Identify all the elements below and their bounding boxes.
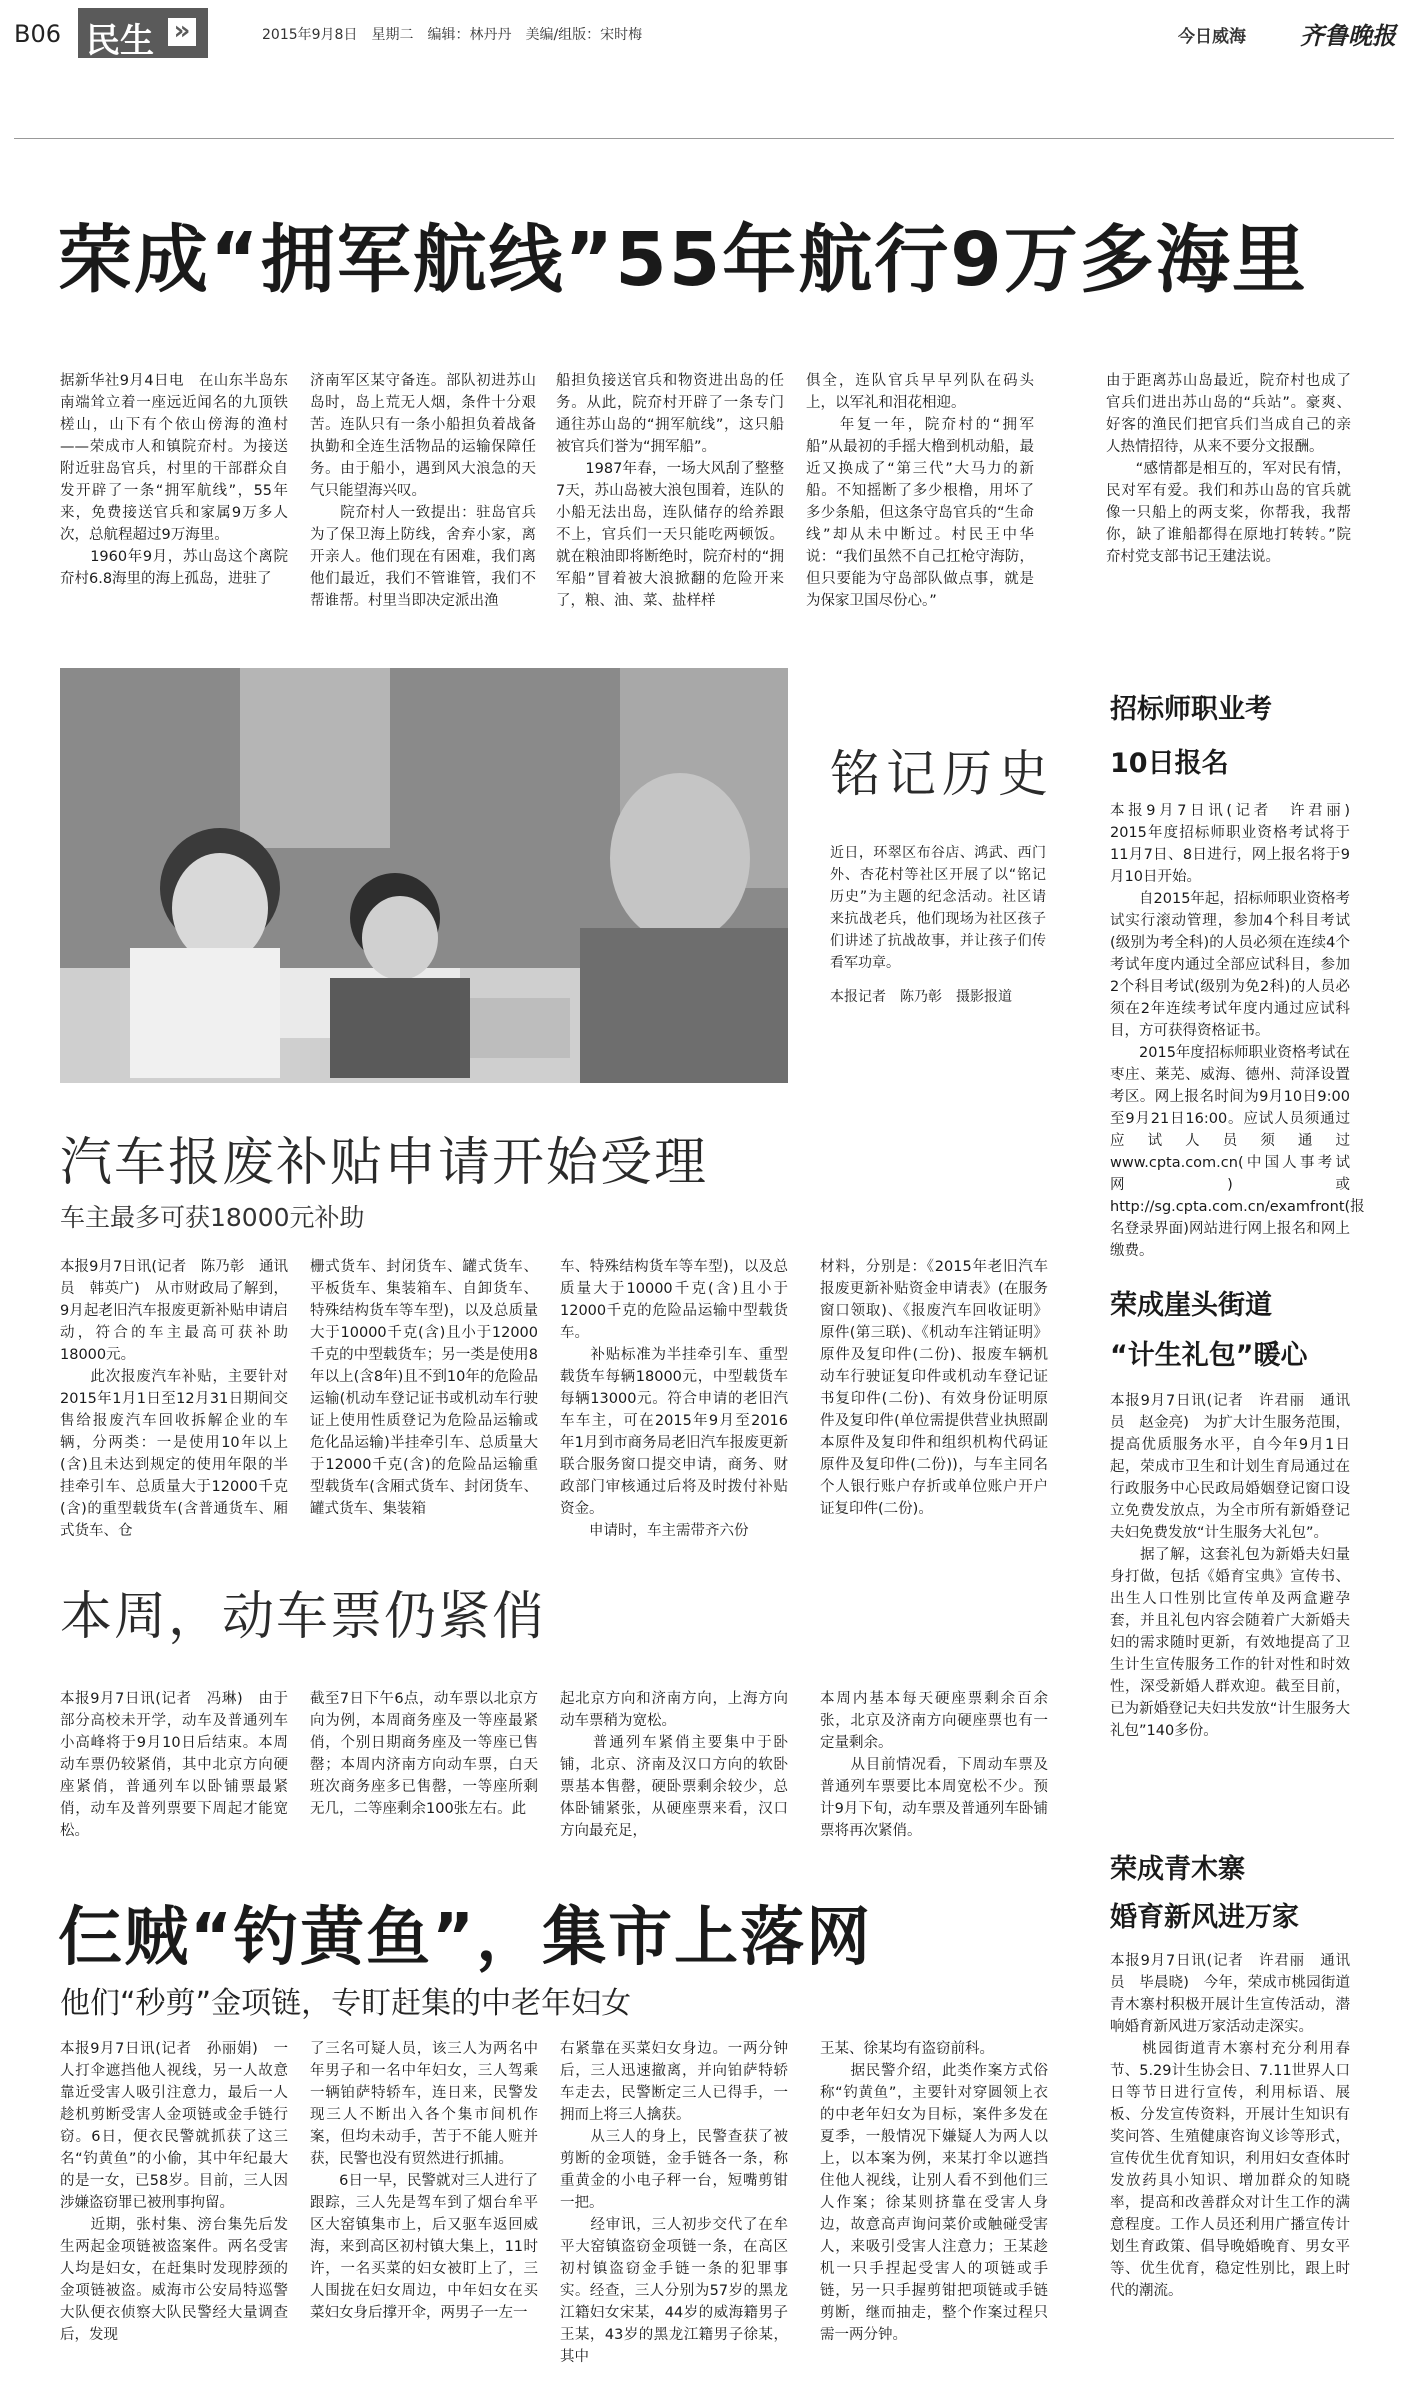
article-body-col: 本报9月7日讯(记者 冯琳) 由于部分高校未开学，动车及普通列车小高峰将于9月10日后结束。本周动车票仍较紧俏，其中北京方向硬座紧俏，普通列车以卧铺票最紧俏，动车及普列票要下周起才能宽松。 xyxy=(60,1691,288,1839)
photo-feature-title: 铭记历史 xyxy=(830,745,1054,803)
article-headline: 荣成“拥军航线”55年航行9万多海里 xyxy=(58,217,1308,303)
article-body-col: 起北京方向和济南方向，上海方向动车票稍为宽松。 普通列车紧俏主要集中于卧铺，北京、济南及汉口方向的软卧票基本售罄，硬卧票剩余较少，总体卧铺紧张，从硬座票来看，汉口方向最充足， xyxy=(560,1691,788,1839)
article-body-col: 据新华社9月4日电 在山东半岛东南端耸立着一座远近闻名的九顶铁槎山，山下有个依山傍海的渔村——荣成市人和镇院夼村。为接送附近驻岛官兵，村里的干部群众自发开辟了一条“拥军航线”，55年来，免费接送官兵和家属9万多人次，总航程超过9万海里。 1960年9月，苏山岛这个离院夼村6.8海里的海上孤岛，进驻了 xyxy=(60,373,288,587)
article-body-col: 了三名可疑人员，该三人为两名中年男子和一名中年妇女，三人驾乘一辆铂萨特轿车，连日来，民警发现三人不断出入各个集市间机作案，但均未动手，苦于不能人赃并获，民警也没有贸然进行抓捕。 6日一早，民警就对三人进行了跟踪，三人先是驾车到了烟台牟平区大窑镇集市上，后又驱车返回威海，来到高区初村镇大集上，11时许，一名买菜的妇女被盯上了，三人围拢在妇女周边，中年妇女在买菜妇女身后撑开伞，两男子一左一 xyxy=(310,2041,538,2321)
sidebar-headline-line: 招标师职业考 xyxy=(1110,694,1272,725)
sidebar-headline xyxy=(1110,1286,1370,1376)
sidebar-body: 本报9月7日讯(记者 许君丽) 2015年度招标师职业资格考试将于11月7日、8日进行，网上报名将于9月10日开始。 自2015年起，招标师职业资格考试实行滚动管理，参加4个科目考试(级别为考全科)的人员必须在连续4个考试年度内通过全部应试科目，参加2个科目考试(级别为免2科)的人员必须在2年连续考试年度内通过应试科目，方可获得资格证书。 2015年度招标师职业资格考试在枣庄、莱芜、威海、德州、菏泽设置考区。网上报名时间为9月10日9:00至9月21日16:00。应试人员须通过应试人员须通过www.cpta.com.cn(中国人事考试网)或http://sg.cpta.com.cn/examfront(报名登录界面)网站进行网上报名和网上缴费。 xyxy=(1110,803,1365,1259)
article-body-col: 王某、徐某均有盗窃前科。 据民警介绍，此类作案方式俗称“钓黄鱼”，主要针对穿圆领上衣的中老年妇女为目标，案件多发在夏季，一般情况下嫌疑人为两人以上，以本案为例，来某打伞以遮挡住他人视线，让别人看不到他们三人作案；徐某则挤靠在受害人身边，故意高声询问菜价或触碰受害人，来吸引受害人注意力；王某趁机一只手捏起受害人的项链或手链，另一只手握剪钳把项链或手链剪断，继而抽走，整个作案过程只需一两分钟。 xyxy=(820,2041,1048,2343)
masthead xyxy=(0,0,1409,62)
article-body-col: 济南军区某守备连。部队初进苏山岛时，岛上荒无人烟，条件十分艰苦。连队只有一条小船担负着战备执勤和全连生活物品的运输保障任务。由于船小，遇到风大浪急的天气只能望海兴叹。 院夼村人一致提出：驻岛官兵为了保卫海上防线，舍弃小家，离开亲人。他们现在有困难，我们离他们最近，我们不管谁管，我们不帮谁帮。村里当即决定派出渔 xyxy=(310,373,536,609)
sidebar-body: 本报9月7日讯(记者 许君丽 通讯员 毕晨晓) 今年，荣成市桃园街道青木寨村积极开展计生宣传活动，潜响婚育新风进万家活动走深实。 桃园街道青木寨村充分利用春节、5.29计生协会日、7.11世界人口日等节日进行宣传，利用标语、展板、分发宣传资料，开展计生知识有奖问答、生殖健康咨询义诊等形式，宣传优生优育知识，利用妇女查体时发放药具小知识、增加群众的知晓率，提高和改善群众对计生工作的满意程度。工作人员还利用广播宣传计划生育政策、倡导晚婚晚育、男女平等、优生优育，稳定性别比，跟上时代的潮流。 xyxy=(1110,1953,1350,2299)
article-subhead: 他们“秒剪”金项链，专盯赶集的中老年妇女 xyxy=(60,1986,632,2021)
article-subhead: 车主最多可获18000元补助 xyxy=(60,1203,365,1232)
section-label xyxy=(78,8,208,61)
sidebar-headline-line: “计生礼包”暖心 xyxy=(1110,1340,1308,1371)
paper-logo: 齐鲁晚报 xyxy=(1300,21,1396,50)
photo-caption: 近日，环翠区布谷店、鸿武、西门外、杏花村等社区开展了以“铭记历史”为主题的纪念活动。社区请来抗战老兵，他们现场为社区孩子们讲述了抗战故事，并让孩子们传看军功章。 xyxy=(830,845,1046,971)
news-photo xyxy=(60,668,788,1083)
section-name: 民生 xyxy=(86,21,154,61)
page-number: B06 xyxy=(14,20,62,48)
article-body-col: 由于距离苏山岛最近，院夼村也成了官兵们进出苏山岛的“兵站”。豪爽、好客的渔民们把官兵们当成自己的亲人热情招待，从来不要分文报酬。 “感情都是相互的，军对民有情，民对军有爱。我们和苏山岛的官兵就像一只船上的两支桨，你帮我，我帮你，缺了谁船都得在原地打转转。”院夼村党支部书记王建法说。 xyxy=(1106,373,1351,565)
article-body-col: 截至7日下午6点，动车票以北京方向为例，本周商务座及一等座最紧俏，个别日期商务座及一等座已售罄；本周内济南方向动车票，白天班次商务座多已售罄，一等座所剩无几，二等座剩余100张左右。此 xyxy=(310,1691,538,1817)
article-body-col: 本周内基本每天硬座票剩余百余张，北京及济南方向硬座票也有一定量剩余。 从目前情况看，下周动车票及普通列车票要比本周宽松不少。预计9月下旬，动车票及普通列车卧铺票将再次紧俏。 xyxy=(820,1691,1048,1839)
article-body-col: 车、特殊结构货车等车型)，以及总质量大于10000千克(含)且小于12000千克的危险品运输中型载货车。 补贴标准为半挂牵引车、重型载货车每辆18000元，中型载货车每辆13000元。符合申请的老旧汽车车主，可在2015年9月至2016年1月到市商务局老旧汽车报废更新联合服务窗口提交申请，商务、财政部门审核通过后将及时拨付补贴资金。 申请时，车主需带齐六份 xyxy=(560,1259,788,1539)
edition-label: 今日威海 xyxy=(1178,27,1246,47)
date-line: 2015年9月8日 星期二 编辑：林丹丹 美编/组版：宋时梅 xyxy=(262,27,643,43)
sidebar-headline-line: 荣成崖头街道 xyxy=(1110,1290,1272,1321)
article-headline: 本周，动车票仍紧俏 xyxy=(60,1587,547,1647)
photo-credit: 本报记者 陈乃彰 摄影报道 xyxy=(830,989,1012,1005)
masthead-rule xyxy=(14,138,1394,139)
article-body-col: 右紧靠在买菜妇女身边。一两分钟后，三人迅速撤离，并向铂萨特轿车走去，民警断定三人已得手，一拥而上将三人擒获。 从三人的身上，民警查获了被剪断的金项链，金手链各一条，称重黄金的小电子秤一台，短嘴剪钳一把。 经审讯，三人初步交代了在牟平大窑镇盗窃金项链一条，在高区初村镇盗窃金手链一条的犯罪事实。经查，三人分别为57岁的黑龙江籍妇女宋某，44岁的威海籍男子王某，43岁的黑龙江籍男子徐某，其中 xyxy=(560,2041,788,2365)
article-body-col: 材料，分别是：《2015年老旧汽车报废更新补贴资金申请表》(在服务窗口领取)、《报废汽车回收证明》原件(第三联)、《机动车注销证明》原件及复印件(二份)、报废车辆机动车行驶证复印件或机动车登记证书复印件(二份)、有效身份证明原件及复印件(单位需提供营业执照副本原件及复印件和组织机构代码证原件及复印件(二份))，与车主同名个人银行账户存折或单位账户开户证复印件(二份)。 xyxy=(820,1259,1048,1517)
article-body-col: 俱全，连队官兵早早列队在码头上，以军礼和泪花相迎。 年复一年，院夼村的“拥军船”从最初的手摇大橹到机动船，最近又换成了“第三代”大马力的新船。不知摇断了多少根橹，用坏了多少条船，但这条守岛官兵的“生命线”却从未中断过。村民王中华说：“我们虽然不自己扛枪守海防，但只要能为守岛部队做点事，就是为保家卫国尽份心。” xyxy=(806,373,1034,609)
sidebar-headline-line: 婚育新风进万家 xyxy=(1110,1902,1299,1933)
sidebar-headline xyxy=(1110,690,1370,784)
sidebar-headline-line: 10日报名 xyxy=(1110,748,1229,779)
sidebar-headline xyxy=(1110,1850,1380,1938)
article-headline: 仨贼“钓黄鱼”，集市上落网 xyxy=(58,1901,873,1975)
article-body-col: 船担负接送官兵和物资进出岛的任务。从此，院夼村开辟了一条专门通往苏山岛的“拥军航线”，这只船被官兵们誉为“拥军船”。 1987年春，一场大风刮了整整7天，苏山岛被大浪包围着，连队的小船无法出岛，连队储存的给养跟不上，官兵们一天只能吃两顿饭。就在粮油即将断绝时，院夼村的“拥军船”冒着被大浪掀翻的危险开来了，粮、油、菜、盐样样 xyxy=(556,373,784,609)
section-arrow-icon: » xyxy=(168,18,196,46)
article-body-col: 栅式货车、封闭货车、罐式货车、平板货车、集装箱车、自卸货车、特殊结构货车等车型)，以及总质量大于10000千克(含)且小于12000千克的中型载货车；另一类是使用8年以上(含8年)且不到10年的危险品运输(机动车登记证书或机动车行驶证上使用性质登记为危险品运输或危化品运输)半挂牵引车、总质量大于12000千克(含)的危险品运输重型载货车(含厢式货车、封闭货车、罐式货车、集装箱 xyxy=(310,1259,538,1517)
article-headline: 汽车报废补贴申请开始受理 xyxy=(60,1133,709,1193)
sidebar-body: 本报9月7日讯(记者 许君丽 通讯员 赵金亮) 为扩大计生服务范围，提高优质服务水平，自今年9月1日起，荣成市卫生和计划生育局通过在行政服务中心民政局婚姻登记窗口设立免费发放点，为全市所有新婚登记夫妇免费发放“计生服务大礼包”。 据了解，这套礼包为新婚夫妇量身打做，包括《婚育宝典》宣传书、出生人口性别比宣传单及两盒避孕套，并且礼包内容会随着广大新婚夫妇的需求随时更新，有效地提高了卫生计生宣传服务工作的针对性和时效性，深受新婚人群欢迎。截至目前，已为新婚登记夫妇共发放“计生服务大礼包”140多份。 xyxy=(1110,1393,1350,1739)
sidebar-headline-line: 荣成青木寨 xyxy=(1110,1854,1245,1885)
article-body-col: 本报9月7日讯(记者 陈乃彰 通讯员 韩英广) 从市财政局了解到，9月起老旧汽车报废更新补贴申请启动，符合的车主最高可获补助18000元。 此次报废汽车补贴，主要针对2015年1月1日至12月31日期间交售给报废汽车回收拆解企业的车辆，分两类：一是使用10年以上(含)且未达到规定的使用年限的半挂牵引车、总质量大于12000千克(含)的重型载货车(含普通货车、厢式货车、仓 xyxy=(60,1259,288,1539)
article-body-col: 本报9月7日讯(记者 孙丽娟) 一人打伞遮挡他人视线，另一人故意靠近受害人吸引注意力，最后一人趁机剪断受害人金项链或金手链行窃。6日，便衣民警就抓获了这三名“钓黄鱼”的小偷，其中年纪最大的是一女，已58岁。目前，三人因涉嫌盗窃罪已被刑事拘留。 近期，张村集、滂台集先后发生两起金项链被盗案件。两名受害人均是妇女，在赶集时发现脖颈的金项链被盗。威海市公安局特巡警大队便衣侦察大队民警经大量调查后，发现 xyxy=(60,2041,288,2343)
photo-illustration xyxy=(60,668,788,1083)
